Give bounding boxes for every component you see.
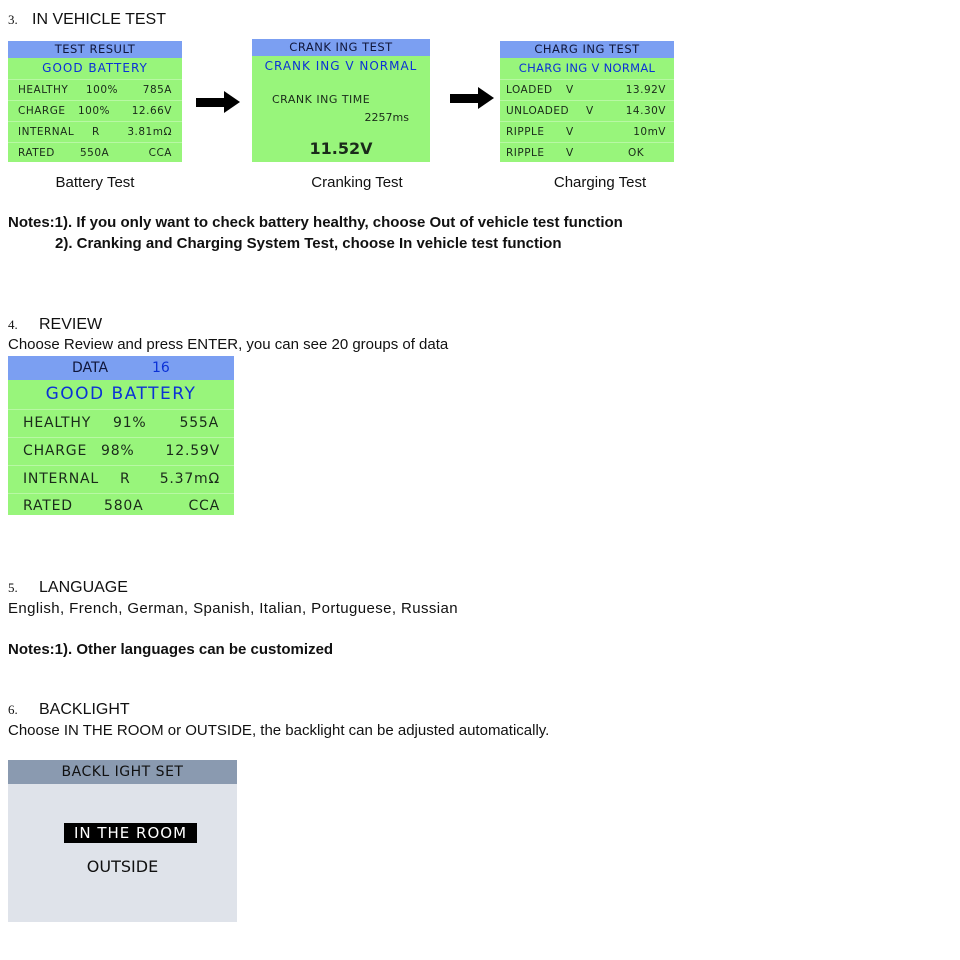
row-mid: V — [566, 147, 574, 159]
result-row — [8, 493, 234, 518]
section-4-heading — [8, 316, 102, 334]
section-number: 3. — [8, 12, 18, 27]
section-number: 4. — [8, 317, 18, 332]
section-title: REVIEW — [39, 316, 103, 333]
charging-test-screen — [500, 41, 674, 162]
row-label: RIPPLE — [506, 126, 545, 138]
row-label: RATED — [23, 498, 73, 514]
result-row — [8, 79, 182, 100]
row-value: CCA — [148, 147, 172, 159]
row-label: HEALTHY — [18, 84, 69, 96]
result-row — [8, 409, 234, 437]
data-index: 16 — [152, 360, 170, 376]
section-3-heading — [8, 11, 166, 29]
screen-header — [8, 356, 234, 380]
row-value: 12.59V — [165, 443, 220, 459]
row-label: RIPPLE — [506, 147, 545, 159]
section-title: LANGUAGE — [39, 579, 128, 596]
row-mid: 580A — [104, 498, 144, 514]
result-row — [500, 142, 674, 163]
cranking-voltage: 11.52V — [309, 139, 373, 158]
battery-test-caption: Battery Test — [55, 174, 135, 191]
charging-test-caption: Charging Test — [553, 174, 647, 191]
row-value: 10mV — [633, 126, 666, 138]
row-value: 5.37mΩ — [159, 471, 220, 487]
row-mid: V — [566, 84, 574, 96]
result-row — [8, 437, 234, 465]
language-note: Notes:1). Other languages can be customized — [8, 641, 334, 658]
outside-option[interactable]: OUTSIDE — [86, 857, 159, 876]
row-label: CHARGE — [18, 105, 66, 117]
backlight-description: Choose IN THE ROOM or OUTSIDE, the backlight can be adjusted automatically. — [8, 722, 550, 739]
battery-test-screen — [8, 41, 182, 162]
row-value: 3.81mΩ — [127, 126, 172, 138]
row-mid: 550A — [80, 147, 110, 159]
section-number: 5. — [8, 580, 18, 595]
screen-header: CHARG ING TEST — [500, 41, 674, 58]
review-status: GOOD BATTERY — [45, 384, 197, 404]
cranking-status: CRANK ING V NORMAL — [264, 59, 418, 73]
data-label: DATA — [72, 360, 109, 376]
result-row — [500, 100, 674, 121]
row-value: 785A — [142, 84, 172, 96]
in-the-room-option[interactable]: IN THE ROOM — [64, 823, 197, 843]
section-number: 6. — [8, 702, 18, 717]
row-value: 555A — [179, 415, 219, 431]
section-5-heading — [8, 579, 128, 597]
review-description: Choose Review and press ENTER, you can see 20 groups of data — [8, 336, 449, 353]
screen-header: CRANK ING TEST — [252, 39, 430, 56]
result-row — [8, 121, 182, 142]
result-row — [500, 121, 674, 142]
result-row — [8, 142, 182, 163]
charging-status: CHARG ING V NORMAL — [518, 61, 656, 75]
cranking-time-value: 2257ms — [364, 111, 409, 124]
battery-status: GOOD BATTERY — [42, 61, 148, 75]
screen-header: BACKL IGHT SET — [8, 760, 237, 784]
result-row — [500, 79, 674, 100]
backlight-set-screen — [8, 760, 237, 922]
row-mid: V — [566, 126, 574, 138]
row-value: 14.30V — [625, 105, 666, 117]
language-list: English, French, German, Spanish, Italian, Portuguese, Russian — [8, 600, 459, 617]
cranking-test-caption: Cranking Test — [311, 174, 403, 191]
row-mid: R — [92, 126, 100, 138]
review-data-screen — [8, 356, 234, 515]
row-label: INTERNAL — [23, 471, 99, 487]
row-mid: 98% — [101, 443, 135, 459]
row-label: LOADED — [506, 84, 553, 96]
note-line-2: 2). Cranking and Charging System Test, choose In vehicle test function — [55, 235, 562, 252]
row-mid: 100% — [78, 105, 111, 117]
section-title: IN VEHICLE TEST — [32, 11, 166, 28]
section-6-heading — [8, 701, 130, 719]
cranking-time-label: CRANK ING TIME — [272, 93, 371, 106]
screen-header: TEST RESULT — [8, 41, 182, 58]
row-mid: 91% — [113, 415, 147, 431]
row-label: INTERNAL — [18, 126, 75, 138]
row-mid: V — [586, 105, 594, 117]
row-mid: 100% — [86, 84, 119, 96]
row-value: OK — [628, 147, 645, 159]
row-value: 13.92V — [625, 84, 666, 96]
row-mid: R — [120, 471, 131, 487]
row-value: 12.66V — [131, 105, 172, 117]
result-row — [8, 100, 182, 121]
row-label: UNLOADED — [506, 105, 570, 117]
note-line-1: Notes:1). If you only want to check battery healthy, choose Out of vehicle test function — [8, 214, 623, 231]
result-row — [8, 465, 234, 493]
cranking-test-screen — [252, 39, 430, 162]
row-label: CHARGE — [23, 443, 88, 459]
row-label: RATED — [18, 147, 55, 159]
row-value: CCA — [188, 498, 220, 514]
row-label: HEALTHY — [23, 415, 92, 431]
section-title: BACKLIGHT — [39, 701, 130, 718]
